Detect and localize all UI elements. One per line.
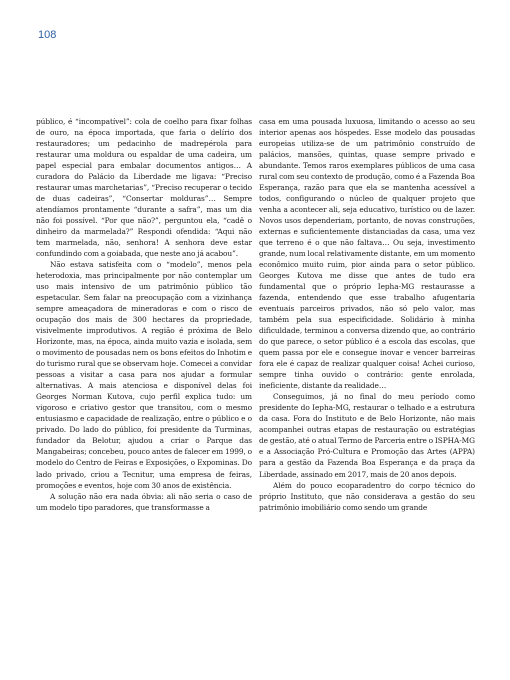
right-paragraph-3: Além do pouco ecoparadentro do corpo técnico do próprio Instituto, que não considerava a gestão do seu patrimônio imobiliário como sendo um grande <box>259 480 475 512</box>
left-paragraph-3: A solução não era nada óbvia: ali não seria o caso de um modelo tipo paradores, que transformasse a <box>36 491 252 512</box>
left-column <box>36 116 252 513</box>
right-paragraph-2: Conseguimos, já no final do meu período como presidente do Iepha-MG, restaurar o telhado e a estrutura da casa. Fora do Instituto e de Belo Horizonte, não mais acompanhei outras etapas de restauração ou estratégias de gestão, até o atual Termo de Parceria entre o ISPHA-MG e a Associação Pró-Cultura e Promoção das Artes (APPA) para a gestão da Fazenda Boa Esperança e da praça da Liberdade, assinado em 2017, mais de 20 anos depois. <box>259 392 475 479</box>
left-paragraph-1: público, é “incompatível”: cola de coelho para fixar folhas de ouro, na época importada, que faria o delírio dos restauradores; um pedacinho de madrepérola para restaurar uma moldura ou espaldar de uma cadeira, um papel especial para embalar documentos antigos… A curadora do Palácio da Liberdade me ligava: “Preciso restaurar umas marchetarias”, “Preciso recuperar o tecido de duas cadeiras”, “Consertar molduras”… Sempre atendíamos prontamente “durante a safra”, mas um dia não foi possível. “Por que não?”, perguntou ela, “cadê o dinheiro da marmelada?” Respondi ofendida: “Aqui não tem marmelada, não, senhora! A senhora deve estar confundindo com a goiabada, que neste ano já acabou”. <box>36 117 252 259</box>
right-column <box>259 116 475 513</box>
left-paragraph-2: Não estava satisfeita com o “modelo”, menos pela heterodoxia, mas principalmente por não contemplar um uso mais intensivo de um patrimônio público tão espetacular. Sem falar na preocupação com a vizinhança sempre ameaçadora de mineradoras e com o risco de ocupação dos mais de 300 hectares da propriedade, visivelmente improdutivos. A região é próxima de Belo Horizonte, mas, na época, ainda muito vazia e isolada, sem o movimento de pousadas nem os bons efeitos do Inhotim e do turismo rural que se observam hoje. Comecei a convidar pessoas a visitar a casa para nos ajudar a formular alternativas. A mais atenciosa e disponível delas foi Georges Norman Kutova, cujo perfil explica tudo: um vigoroso e criativo gestor que transitou, com o mesmo entusiasmo e capacidade de realização, entre o público e o privado. Do lado do público, foi presidente da Turminas, fundador da Belotur, ajudou a criar o Parque das Mangabeiras; concebeu, pouco antes de falecer em 1999, o modelo do Centro de Feiras e Exposições, o Expominas. Do lado privado, criou a Tecnitur, uma empresa de feiras, promoções e eventos, hoje com 30 anos de existência. <box>36 260 252 490</box>
right-paragraph-1: casa em uma pousada luxuosa, limitando o acesso ao seu interior apenas aos hóspedes. Esse modelo das pousadas europeias utiliza-se de um patrimônio construído de palácios, mansões, quintas, quase sempre privado e abundante. Temos raros exemplares públicos de uma casa rural com seu contexto de produção, como é a Fazenda Boa Esperança, razão para que ela se mantenha acessível a todos, configurando o núcleo de qualquer projeto que venha a acontecer ali, seja educativo, turístico ou de lazer. Novos usos dependeriam, portanto, de novas construções, externas e suficientemente distanciadas da casa, uma vez que terreno é o que não faltava… Ou seja, investimento grande, num local relativamente distante, em um momento econômico muito ruim, pior ainda para o setor público. Georges Kutova me disse que antes de tudo era fundamental que o próprio Iepha-MG restaurasse a fazenda, entendendo que esse trabalho afugentaria eventuais parceiros privados, não só pelo valor, mas também pela sua especificidade. Solidário à minha dificuldade, terminou a conversa dizendo que, ao contrário do que parece, o setor público é a escola das escolas, que quem passa por ele e consegue inovar e vencer barreiras fora ele é capaz de realizar qualquer coisa! Achei curioso, sempre tinha ouvido o contrário: gente enrolada, ineficiente, distante da realidade… <box>259 117 475 391</box>
page-number: 108 <box>38 29 57 41</box>
